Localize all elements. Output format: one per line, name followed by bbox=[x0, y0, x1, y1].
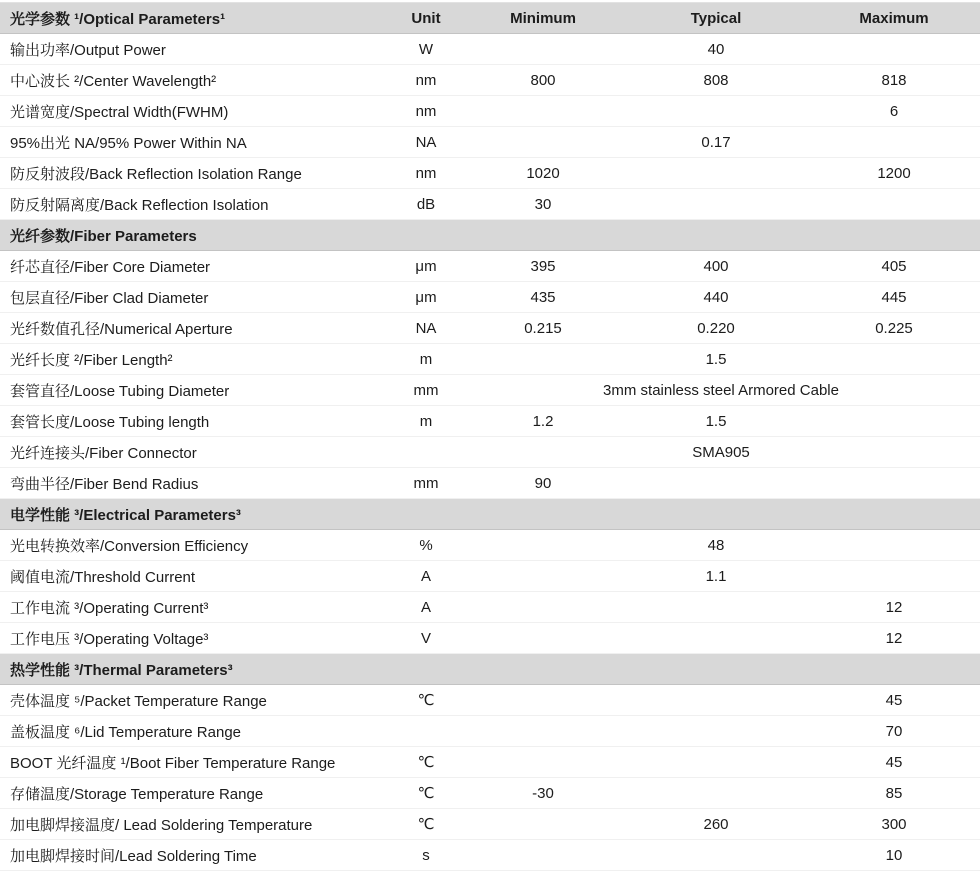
parameter-name: 光谱宽度/Spectral Width(FWHM) bbox=[10, 103, 229, 121]
min-cell bbox=[484, 809, 602, 840]
parameter-name: 加电脚焊接温度/ Lead Soldering Temperature bbox=[10, 816, 313, 834]
unit-cell: % bbox=[419, 536, 433, 554]
unit-cell: V bbox=[420, 629, 431, 647]
section-header-row bbox=[0, 499, 980, 530]
min-cell: 30 bbox=[534, 195, 552, 213]
max-cell: 12 bbox=[885, 629, 903, 647]
max-cell bbox=[830, 344, 980, 375]
parameter-name: 包层直径/Fiber Clad Diameter bbox=[10, 289, 209, 307]
parameter-name: 输出功率/Output Power bbox=[10, 41, 166, 59]
min-cell bbox=[484, 127, 602, 158]
min-cell: 435 bbox=[530, 288, 556, 306]
parameter-name: 防反射隔离度/Back Reflection Isolation bbox=[10, 196, 269, 214]
section-header-row bbox=[0, 654, 980, 685]
typical-cell bbox=[602, 158, 830, 189]
min-cell: -30 bbox=[532, 784, 554, 802]
max-cell: 45 bbox=[885, 691, 903, 709]
parameter-name: 光电转换效率/Conversion Efficiency bbox=[10, 537, 249, 555]
table-row bbox=[0, 623, 980, 654]
table-row bbox=[0, 34, 980, 65]
column-header-maximum: Maximum bbox=[859, 9, 929, 27]
parameter-name: 95%出光 NA/95% Power Within NA bbox=[10, 134, 247, 152]
min-cell bbox=[484, 747, 602, 778]
typical-cell: 1.1 bbox=[705, 567, 727, 585]
max-cell bbox=[830, 561, 980, 592]
parameter-name: 光纤连接头/Fiber Connector bbox=[10, 444, 197, 462]
unit-cell: ℃ bbox=[417, 816, 435, 833]
unit-cell: ℃ bbox=[417, 754, 435, 771]
typical-cell bbox=[602, 189, 830, 220]
min-cell bbox=[484, 530, 602, 561]
unit-cell: NA bbox=[415, 133, 437, 151]
table-header-row bbox=[0, 3, 980, 34]
min-cell bbox=[484, 34, 602, 65]
parameter-name: 纤芯直径/Fiber Core Diameter bbox=[10, 258, 211, 276]
min-cell: 395 bbox=[530, 257, 556, 275]
typical-cell bbox=[602, 747, 830, 778]
typical-cell: 400 bbox=[703, 257, 729, 275]
table-row bbox=[0, 406, 980, 437]
table-row bbox=[0, 468, 980, 499]
min-cell bbox=[484, 561, 602, 592]
table-row bbox=[0, 747, 980, 778]
merged-value-cell: 3mm stainless steel Armored Cable bbox=[603, 381, 839, 399]
unit-cell bbox=[368, 716, 484, 747]
parameter-name: 光纤数值孔径/Numerical Aperture bbox=[10, 320, 233, 338]
table-row bbox=[0, 65, 980, 96]
parameter-name: 弯曲半径/Fiber Bend Radius bbox=[10, 475, 199, 493]
table-row bbox=[0, 282, 980, 313]
max-cell: 0.225 bbox=[875, 319, 913, 337]
parameter-name: 光纤长度 ²/Fiber Length² bbox=[10, 351, 173, 369]
unit-cell: mm bbox=[413, 474, 439, 492]
table-row bbox=[0, 158, 980, 189]
section-title-optical: 光学参数 ¹/Optical Parameters¹ bbox=[10, 10, 226, 28]
unit-cell: μm bbox=[415, 257, 437, 275]
column-header-unit: Unit bbox=[411, 9, 441, 27]
section-title-electrical: 电学性能 ³/Electrical Parameters³ bbox=[10, 506, 241, 524]
parameter-name: 阈值电流/Threshold Current bbox=[10, 568, 196, 586]
min-cell bbox=[484, 592, 602, 623]
table-row bbox=[0, 375, 980, 406]
typical-cell: 808 bbox=[703, 71, 729, 89]
unit-cell: ℃ bbox=[417, 785, 435, 802]
typical-cell bbox=[602, 778, 830, 809]
min-cell bbox=[484, 716, 602, 747]
table-row bbox=[0, 530, 980, 561]
parameter-name: 加电脚焊接时间/Lead Soldering Time bbox=[10, 847, 257, 865]
table-row bbox=[0, 592, 980, 623]
min-cell: 1.2 bbox=[532, 412, 554, 430]
max-cell: 45 bbox=[885, 753, 903, 771]
max-cell bbox=[830, 406, 980, 437]
max-cell bbox=[830, 468, 980, 499]
typical-cell: 1.5 bbox=[705, 412, 727, 430]
parameter-name: 工作电流 ³/Operating Current³ bbox=[10, 599, 209, 617]
max-cell: 818 bbox=[881, 71, 907, 89]
max-cell bbox=[830, 530, 980, 561]
typical-cell bbox=[602, 468, 830, 499]
typical-cell: 0.17 bbox=[701, 133, 731, 151]
unit-cell: ℃ bbox=[417, 692, 435, 709]
unit-cell: dB bbox=[416, 195, 436, 213]
parameter-name: 防反射波段/Back Reflection Isolation Range bbox=[10, 165, 302, 183]
unit-cell: m bbox=[419, 412, 433, 430]
min-cell: 0.215 bbox=[524, 319, 562, 337]
parameter-name: 壳体温度 ⁵/Packet Temperature Range bbox=[10, 692, 267, 710]
typical-cell: 440 bbox=[703, 288, 729, 306]
max-cell bbox=[830, 189, 980, 220]
unit-cell: nm bbox=[415, 71, 437, 89]
typical-cell bbox=[602, 592, 830, 623]
min-cell bbox=[484, 685, 602, 716]
parameter-name: 套管直径/Loose Tubing Diameter bbox=[10, 382, 230, 400]
typical-cell bbox=[602, 96, 830, 127]
parameter-name: 套管长度/Loose Tubing length bbox=[10, 413, 210, 431]
max-cell: 1200 bbox=[877, 164, 911, 182]
min-cell bbox=[484, 344, 602, 375]
typical-cell bbox=[602, 623, 830, 654]
unit-cell: m bbox=[419, 350, 433, 368]
section-title-fiber: 光纤参数/Fiber Parameters bbox=[10, 227, 197, 245]
min-cell bbox=[484, 623, 602, 654]
unit-cell: μm bbox=[415, 288, 437, 306]
unit-cell: A bbox=[420, 598, 431, 616]
unit-cell: mm bbox=[413, 381, 439, 399]
min-cell bbox=[484, 840, 602, 871]
section-title-thermal: 热学性能 ³/Thermal Parameters³ bbox=[10, 661, 233, 679]
table-row bbox=[0, 840, 980, 871]
max-cell: 445 bbox=[881, 288, 907, 306]
min-cell bbox=[484, 96, 602, 127]
unit-cell: s bbox=[422, 846, 430, 864]
column-header-minimum: Minimum bbox=[510, 9, 576, 27]
max-cell: 10 bbox=[885, 846, 903, 864]
parameter-name: 存储温度/Storage Temperature Range bbox=[10, 785, 264, 803]
max-cell: 405 bbox=[881, 257, 907, 275]
table-row bbox=[0, 561, 980, 592]
typical-cell bbox=[602, 716, 830, 747]
optical-parameters-spec-table bbox=[0, 2, 980, 871]
max-cell: 300 bbox=[881, 815, 907, 833]
table-row bbox=[0, 809, 980, 840]
unit-cell: nm bbox=[415, 164, 437, 182]
typical-cell bbox=[602, 685, 830, 716]
table-row bbox=[0, 313, 980, 344]
column-header-typical: Typical bbox=[690, 9, 742, 27]
table-row bbox=[0, 778, 980, 809]
table-row bbox=[0, 685, 980, 716]
min-cell: 800 bbox=[530, 71, 556, 89]
parameter-name: 工作电压 ³/Operating Voltage³ bbox=[10, 630, 209, 648]
typical-cell: 40 bbox=[707, 40, 725, 58]
table-row bbox=[0, 189, 980, 220]
unit-cell: NA bbox=[415, 319, 437, 337]
parameter-name: BOOT 光纤温度 ¹/Boot Fiber Temperature Range bbox=[10, 754, 336, 772]
table-row bbox=[0, 437, 980, 468]
merged-value-cell: SMA905 bbox=[692, 443, 750, 461]
table-row bbox=[0, 96, 980, 127]
max-cell: 70 bbox=[885, 722, 903, 740]
parameter-name: 中心波长 ²/Center Wavelength² bbox=[10, 72, 217, 90]
min-cell: 1020 bbox=[526, 164, 560, 182]
typical-cell: 260 bbox=[703, 815, 729, 833]
max-cell bbox=[830, 34, 980, 65]
unit-cell: W bbox=[418, 40, 434, 58]
typical-cell: 48 bbox=[707, 536, 725, 554]
unit-cell: A bbox=[420, 567, 431, 585]
table-row bbox=[0, 127, 980, 158]
parameter-name: 盖板温度 ⁶/Lid Temperature Range bbox=[10, 723, 241, 741]
typical-cell: 1.5 bbox=[705, 350, 727, 368]
table-row bbox=[0, 344, 980, 375]
unit-cell: nm bbox=[415, 102, 437, 120]
typical-cell bbox=[602, 840, 830, 871]
table-row bbox=[0, 716, 980, 747]
max-cell bbox=[830, 127, 980, 158]
table-row bbox=[0, 251, 980, 282]
section-header-row bbox=[0, 220, 980, 251]
min-cell: 90 bbox=[534, 474, 552, 492]
unit-cell bbox=[368, 437, 484, 468]
max-cell: 85 bbox=[885, 784, 903, 802]
typical-cell: 0.220 bbox=[697, 319, 735, 337]
max-cell: 6 bbox=[889, 102, 899, 120]
max-cell: 12 bbox=[885, 598, 903, 616]
